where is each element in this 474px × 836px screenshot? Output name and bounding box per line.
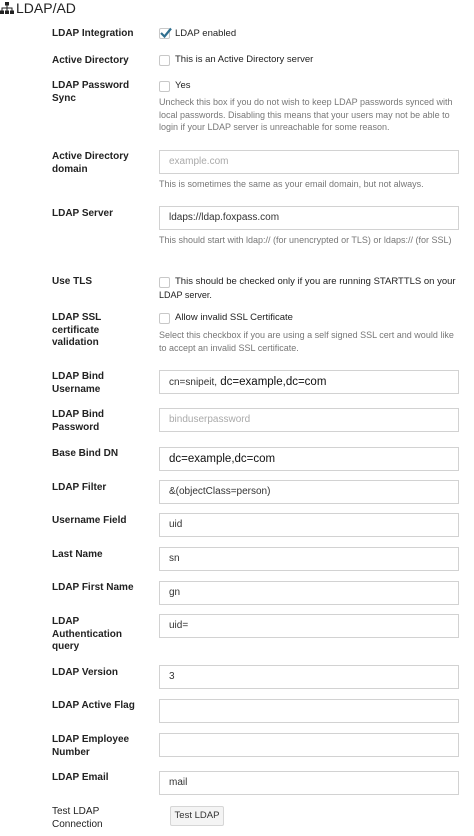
ldap-version-input[interactable]: 3 [159, 665, 459, 689]
ldap-server-help: This should start with ldap:// (for unencrypted or TLS) or ldaps:// (for SSL) [159, 235, 452, 245]
base-dn-label: Base Bind DN [52, 448, 119, 459]
base-dn-value: dc=example,dc=com [169, 453, 276, 465]
page-title: LDAP/AD [16, 0, 76, 16]
active-directory-label: Active Directory [52, 55, 129, 66]
checkmark-icon [159, 26, 173, 40]
ldap-version-label: LDAP Version [52, 667, 118, 678]
ssl-validation-help: Select this checkbox if you are using a self signed SSL cert and would like to accept an invalid SSL certificate. [159, 330, 454, 353]
ssl-validation-label: LDAP SSL certificate validation [52, 312, 102, 348]
base-dn-input[interactable] [159, 447, 459, 471]
last-name-input[interactable]: sn [159, 547, 459, 571]
use-tls-checkbox[interactable] [159, 277, 170, 288]
password-sync-label: LDAP Password Sync [52, 80, 130, 104]
ldap-enabled-checkbox[interactable] [159, 28, 170, 39]
ssl-invalid-checkbox[interactable] [159, 313, 170, 324]
ldap-filter-input[interactable]: &(objectClass=person) [159, 480, 459, 504]
first-name-label: LDAP First Name [52, 582, 134, 593]
password-sync-checkbox[interactable] [159, 81, 170, 92]
active-flag-input[interactable] [159, 699, 459, 723]
password-sync-help: Uncheck this box if you do not wish to keep LDAP passwords synced with local passwords. Disabling this means that your users may not be able to login if your LDAP server is unreachable for some reason. [159, 97, 453, 133]
username-field-input[interactable]: uid [159, 513, 459, 537]
ldap-server-input[interactable]: ldaps://ldap.foxpass.com [159, 206, 459, 230]
employee-number-label: LDAP Employee Number [52, 734, 130, 758]
use-tls-help: LDAP server. [159, 290, 212, 300]
bind-password-input[interactable]: binduserpassword [159, 408, 459, 432]
ldap-email-label: LDAP Email [52, 772, 109, 783]
bind-password-label: LDAP Bind Password [52, 409, 105, 433]
ldap-integration-label: LDAP Integration [52, 28, 134, 39]
use-tls-label: Use TLS [52, 276, 93, 287]
ad-domain-label: Active Directory domain [52, 151, 129, 175]
first-name-input[interactable]: gn [159, 581, 459, 605]
use-tls-checkbox-label: This should be checked only if you are running STARTTLS on your [175, 276, 456, 287]
ldap-email-input[interactable]: mail [159, 771, 459, 795]
test-connection-label: Test LDAP Connection [52, 806, 103, 830]
bind-username-suffix: dc=example,dc=com [217, 376, 327, 388]
ad-domain-help: This is sometimes the same as your email domain, but not always. [159, 179, 424, 189]
page-header [0, 0, 76, 16]
employee-number-input[interactable] [159, 733, 459, 757]
ldap-server-label: LDAP Server [52, 208, 113, 219]
ssl-invalid-checkbox-label: Allow invalid SSL Certificate [175, 312, 293, 323]
last-name-label: Last Name [52, 549, 103, 560]
ldap-filter-label: LDAP Filter [52, 482, 107, 493]
test-ldap-button[interactable]: Test LDAP [170, 806, 224, 826]
username-field-label: Username Field [52, 515, 127, 526]
sitemap-icon [0, 2, 14, 14]
active-flag-label: LDAP Active Flag [52, 700, 135, 711]
active-directory-checkbox-label: This is an Active Directory server [175, 54, 314, 65]
ad-domain-input[interactable]: example.com [159, 150, 459, 174]
bind-username-label: LDAP Bind Username [52, 371, 105, 395]
auth-query-label: LDAP Authentication query [52, 616, 122, 652]
password-sync-checkbox-label: Yes [175, 80, 191, 91]
auth-query-input[interactable]: uid= [159, 614, 459, 638]
ldap-enabled-label: LDAP enabled [175, 28, 237, 39]
bind-username-prefix: cn=snipeit, [169, 377, 218, 388]
bind-username-input[interactable] [159, 370, 459, 394]
active-directory-checkbox[interactable] [159, 55, 170, 66]
